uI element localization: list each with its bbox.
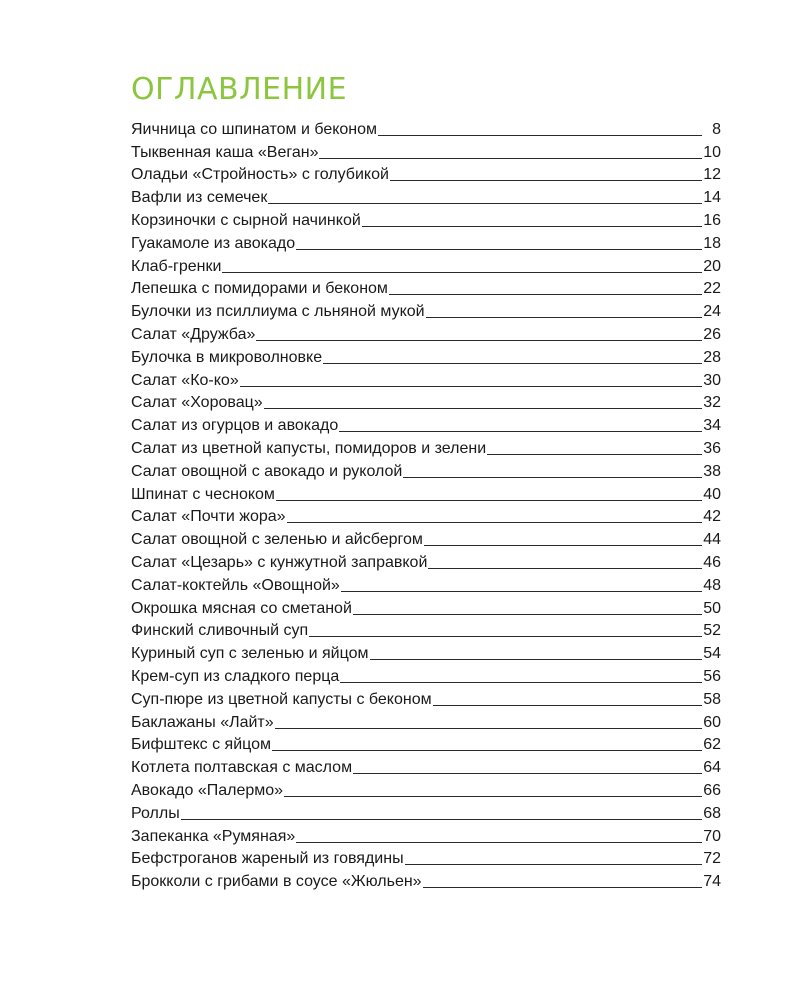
toc-entry — [131, 344, 721, 367]
toc-leader-line — [423, 887, 702, 888]
toc-page-number: 28 — [703, 348, 721, 366]
toc-leader-line — [284, 796, 702, 797]
toc-entry-title: Финский сливочный суп — [131, 622, 309, 640]
toc-page-number: 38 — [703, 462, 721, 480]
toc-page-number: 12 — [703, 166, 721, 184]
toc-entry-title: Салат «Хоровац» — [131, 394, 263, 412]
toc-entry — [131, 686, 721, 709]
toc-entry-title: Салат-коктейль «Овощной» — [131, 576, 340, 594]
toc-leader-line — [256, 340, 702, 341]
page-title: ОГЛАВЛЕНИЕ — [131, 72, 348, 107]
toc-leader-line — [405, 864, 702, 865]
toc-leader-line — [487, 454, 702, 455]
toc-entry-title: Вафли из семечек — [131, 189, 268, 207]
toc-entry — [131, 139, 721, 162]
toc-leader-line — [378, 135, 702, 136]
toc-leader-line — [362, 226, 702, 227]
toc-leader-line — [296, 842, 702, 843]
toc-leader-line — [390, 180, 702, 181]
toc-entry — [131, 435, 721, 458]
toc-leader-line — [424, 545, 702, 546]
toc-entry — [131, 298, 721, 321]
toc-entry-title: Суп-пюре из цветной капусты с беконом — [131, 690, 432, 708]
toc-leader-line — [222, 272, 702, 273]
toc-entry-title: Оладьи «Стройность» с голубикой — [131, 166, 389, 184]
toc-entry — [131, 207, 721, 230]
toc-entry-title: Запеканка «Румяная» — [131, 827, 296, 845]
toc-entry — [131, 230, 721, 253]
toc-page-number: 16 — [703, 211, 721, 229]
toc-page-number: 68 — [703, 804, 721, 822]
toc-entry — [131, 184, 721, 207]
toc-entry — [131, 572, 721, 595]
toc-leader-line — [370, 659, 703, 660]
toc-page-number: 32 — [703, 394, 721, 412]
toc-entry — [131, 162, 721, 185]
toc-page-number: 66 — [703, 781, 721, 799]
toc-entry-title: Салат «Ко-ко» — [131, 371, 239, 389]
toc-entry — [131, 367, 721, 390]
toc-page-number: 22 — [703, 280, 721, 298]
toc-entry — [131, 390, 721, 413]
toc-entry — [131, 549, 721, 572]
toc-entry-title: Салат овощной с авокадо и руколой — [131, 462, 403, 480]
toc-page-number: 46 — [703, 553, 721, 571]
toc-entry-title: Бефстроганов жареный из говядины — [131, 850, 404, 868]
toc-page-number: 10 — [703, 143, 721, 161]
toc-entry — [131, 412, 721, 435]
toc-entry — [131, 823, 721, 846]
toc-entry-title: Корзиночки с сырной начинкой — [131, 211, 361, 229]
toc-entry — [131, 276, 721, 299]
toc-entry-title: Клаб-гренки — [131, 257, 222, 275]
toc-entry — [131, 709, 721, 732]
toc-entry — [131, 595, 721, 618]
toc-list — [131, 116, 721, 891]
toc-entry — [131, 663, 721, 686]
toc-leader-line — [309, 636, 702, 637]
toc-leader-line — [403, 477, 702, 478]
toc-entry-title: Брокколи с грибами в соусе «Жюльен» — [131, 873, 422, 891]
toc-entry-title: Салат из огурцов и авокадо — [131, 417, 339, 435]
toc-page-number: 42 — [703, 508, 721, 526]
toc-leader-line — [181, 819, 702, 820]
toc-page-number: 26 — [703, 325, 721, 343]
toc-entry-title: Шпинат с чесноком — [131, 485, 275, 503]
toc-entry — [131, 526, 721, 549]
toc-leader-line — [272, 750, 702, 751]
toc-entry-title: Роллы — [131, 804, 180, 822]
toc-entry-title: Гуакамоле из авокадо — [131, 234, 296, 252]
toc-entry — [131, 754, 721, 777]
toc-leader-line — [323, 363, 702, 364]
toc-entry — [131, 321, 721, 344]
toc-page-number: 50 — [703, 599, 721, 617]
toc-page-number: 56 — [703, 667, 721, 685]
toc-page-number: 52 — [703, 622, 721, 640]
toc-leader-line — [268, 203, 702, 204]
toc-entry-title: Баклажаны «Лайт» — [131, 713, 274, 731]
toc-leader-line — [433, 705, 702, 706]
toc-entry-title: Яичница со шпинатом и беконом — [131, 120, 378, 138]
toc-entry-title: Авокадо «Палермо» — [131, 781, 284, 799]
toc-page-number: 70 — [703, 827, 721, 845]
toc-entry-title: Тыквенная каша «Веган» — [131, 143, 319, 161]
toc-leader-line — [275, 728, 702, 729]
toc-leader-line — [296, 249, 702, 250]
toc-entry-title: Булочка в микроволновке — [131, 348, 323, 366]
toc-leader-line — [287, 522, 702, 523]
toc-entry-title: Окрошка мясная со сметаной — [131, 599, 352, 617]
toc-leader-line — [428, 568, 702, 569]
toc-leader-line — [340, 682, 702, 683]
toc-page-number: 8 — [712, 120, 721, 138]
toc-page-number: 14 — [703, 189, 721, 207]
toc-page-number: 64 — [703, 759, 721, 777]
toc-entry — [131, 777, 721, 800]
toc-entry-title: Куриный суп с зеленью и яйцом — [131, 645, 369, 663]
toc-entry-title: Котлета полтавская с маслом — [131, 759, 353, 777]
toc-entry — [131, 253, 721, 276]
toc-page-number: 30 — [703, 371, 721, 389]
toc-page-number: 72 — [703, 850, 721, 868]
toc-page-number: 62 — [703, 736, 721, 754]
toc-page-number: 24 — [703, 303, 721, 321]
toc-entry-title: Бифштекс с яйцом — [131, 736, 272, 754]
toc-entry-title: Салат «Цезарь» с кунжутной заправкой — [131, 553, 428, 571]
toc-entry — [131, 868, 721, 891]
toc-entry-title: Салат «Почти жора» — [131, 508, 286, 526]
toc-page-number: 48 — [703, 576, 721, 594]
toc-leader-line — [353, 773, 702, 774]
toc-entry — [131, 116, 721, 139]
toc-page-number: 18 — [703, 234, 721, 252]
toc-leader-line — [240, 386, 702, 387]
toc-entry — [131, 846, 721, 869]
toc-page-number: 34 — [703, 417, 721, 435]
toc-entry-title: Лепешка с помидорами и беконом — [131, 280, 388, 298]
toc-entry-title: Булочки из псиллиума с льняной мукой — [131, 303, 425, 321]
toc-entry — [131, 458, 721, 481]
toc-page-number: 60 — [703, 713, 721, 731]
toc-leader-line — [341, 591, 702, 592]
toc-entry — [131, 504, 721, 527]
toc-page-number: 40 — [703, 485, 721, 503]
toc-leader-line — [264, 408, 702, 409]
toc-entry-title: Салат овощной с зеленью и айсбергом — [131, 531, 423, 549]
toc-entry — [131, 618, 721, 641]
toc-entry — [131, 732, 721, 755]
toc-entry — [131, 481, 721, 504]
toc-entry-title: Салат «Дружба» — [131, 325, 256, 343]
toc-page-number: 58 — [703, 690, 721, 708]
toc-page-number: 74 — [703, 873, 721, 891]
toc-page-number: 20 — [703, 257, 721, 275]
toc-page-number: 36 — [703, 439, 721, 457]
toc-leader-line — [339, 431, 702, 432]
toc-leader-line — [276, 500, 702, 501]
toc-leader-line — [426, 317, 702, 318]
toc-entry — [131, 800, 721, 823]
toc-entry-title: Крем-суп из сладкого перца — [131, 667, 340, 685]
toc-page-number: 54 — [703, 645, 721, 663]
toc-entry-title: Салат из цветной капусты, помидоров и зелени — [131, 439, 487, 457]
toc-leader-line — [353, 614, 702, 615]
toc-leader-line — [319, 158, 702, 159]
toc-entry — [131, 640, 721, 663]
toc-page-number: 44 — [703, 531, 721, 549]
toc-leader-line — [389, 294, 702, 295]
